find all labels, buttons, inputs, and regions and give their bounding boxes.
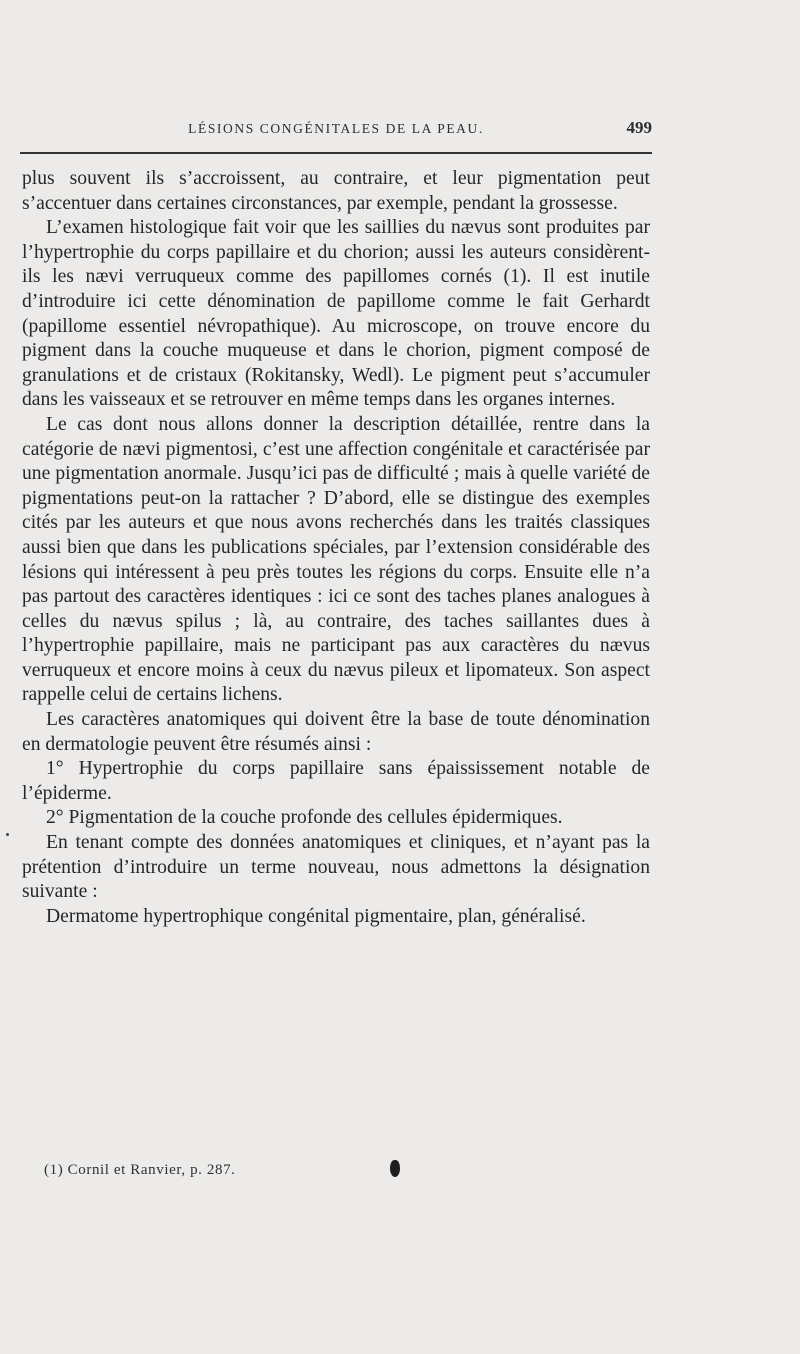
paragraph-4: Les caractères anatomiques qui doivent être la base de toute dénomination en dermatologie peuvent être résumés ainsi : — [22, 709, 650, 755]
paragraph-3: Le cas dont nous allons donner la description détaillée, rentre dans la catégorie de nævi pigmentosi, c’est une affection congénitale et caractérisée par une pigmentation anormale. Jusqu’ici pas de difficulté ; mais à quelle variété de pigmentations peut-on la rattacher ? D’abord, elle se distingue des exemples cités par les auteurs et que nous avons recherchés dans les traités classiques aussi bien que dans les publications spéciales, par l’extension considérable des lésions qui intéressent à peu près toutes les régions du corps. Ensuite elle n’a pas partout des caractères identiques : ici ce sont des taches planes analogues à celles du nævus spilus ; là, au contraire, des taches saillantes dues à l’hypertrophie papillaire, mais ne participant pas aux caractères du nævus verruqueux et encore moins à ceux du nævus pileux et lipomateux. Son aspect rappelle celui de certains lichens. — [22, 413, 650, 706]
ink-blot — [390, 1160, 400, 1177]
running-title: LÉSIONS CONGÉNITALES DE LA PEAU. — [188, 121, 484, 136]
margin-speck — [6, 833, 9, 836]
page-header — [20, 118, 652, 140]
paragraph-2: L’examen histologique fait voir que les saillies du nævus sont produites par l’hypertrophie du corps papillaire et du chorion; aussi les auteurs considèrent-ils les nævi verruqueux comme des papillomes cornés (1). Il est inutile d’introduire ici cette dénomination de papillome comme le fait Gerhardt (papillome essentiel névropathique). Au microscope, on trouve encore du pigment dans la couche muqueuse et dans le chorion, pigment composé de granulations et de cristaux (Rokitansky, Wedl). Le pigment peut s’accumuler dans les vaisseaux et se retrouver en même temps dans les organes internes. — [22, 217, 650, 411]
paragraph-1: plus souvent ils s’accroissent, au contraire, et leur pigmentation peut s’accentuer dans certaines circonstances, par exemple, pendant la grossesse. — [22, 168, 650, 214]
list-item-2: 2° Pigmentation de la couche profonde des cellules épidermiques. — [46, 807, 563, 829]
header-rule — [20, 152, 652, 154]
page-number: 499 — [626, 118, 652, 137]
paragraph-6: Dermatome hypertrophique congénital pigmentaire, plan, généralisé. — [46, 905, 586, 927]
body-text — [22, 167, 650, 929]
footnote: (1) Cornil et Ranvier, p. 287. — [44, 1162, 236, 1178]
list-item-1: 1° Hypertrophie du corps papillaire sans épaississement notable de l’épiderme. — [22, 758, 650, 804]
paragraph-5: En tenant compte des données anatomiques et cliniques, et n’ayant pas la prétention d’introduire un terme nouveau, nous admettons la désignation suivante : — [22, 832, 650, 903]
